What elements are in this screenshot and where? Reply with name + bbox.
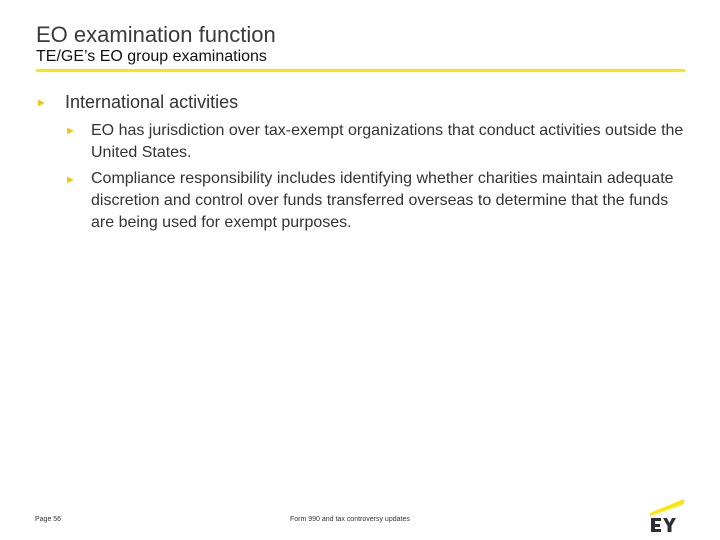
bullet-arrow-icon: ► [65,125,76,137]
bullet-arrow-icon: ► [36,97,47,109]
ey-logo [648,496,684,537]
bullet-level2: EO has jurisdiction over tax-exempt organizations that conduct activities outside the United States. [91,122,684,161]
bullet-level2: Compliance responsibility includes identifying whether charities maintain adequate discretion and control over funds transferred overseas to determine that the funds are being used for exempt purposes. [91,170,674,231]
slide-title: EO examination function [36,22,276,47]
bullet-level1: International activities [65,92,239,112]
page-number: Page 56 [35,516,62,523]
bullet-arrow-icon: ► [65,174,76,186]
slide-subtitle: TE/GE’s EO group examinations [36,48,267,65]
footer-title: Form 990 and tax controversy updates [290,516,410,523]
title-divider [36,69,685,72]
